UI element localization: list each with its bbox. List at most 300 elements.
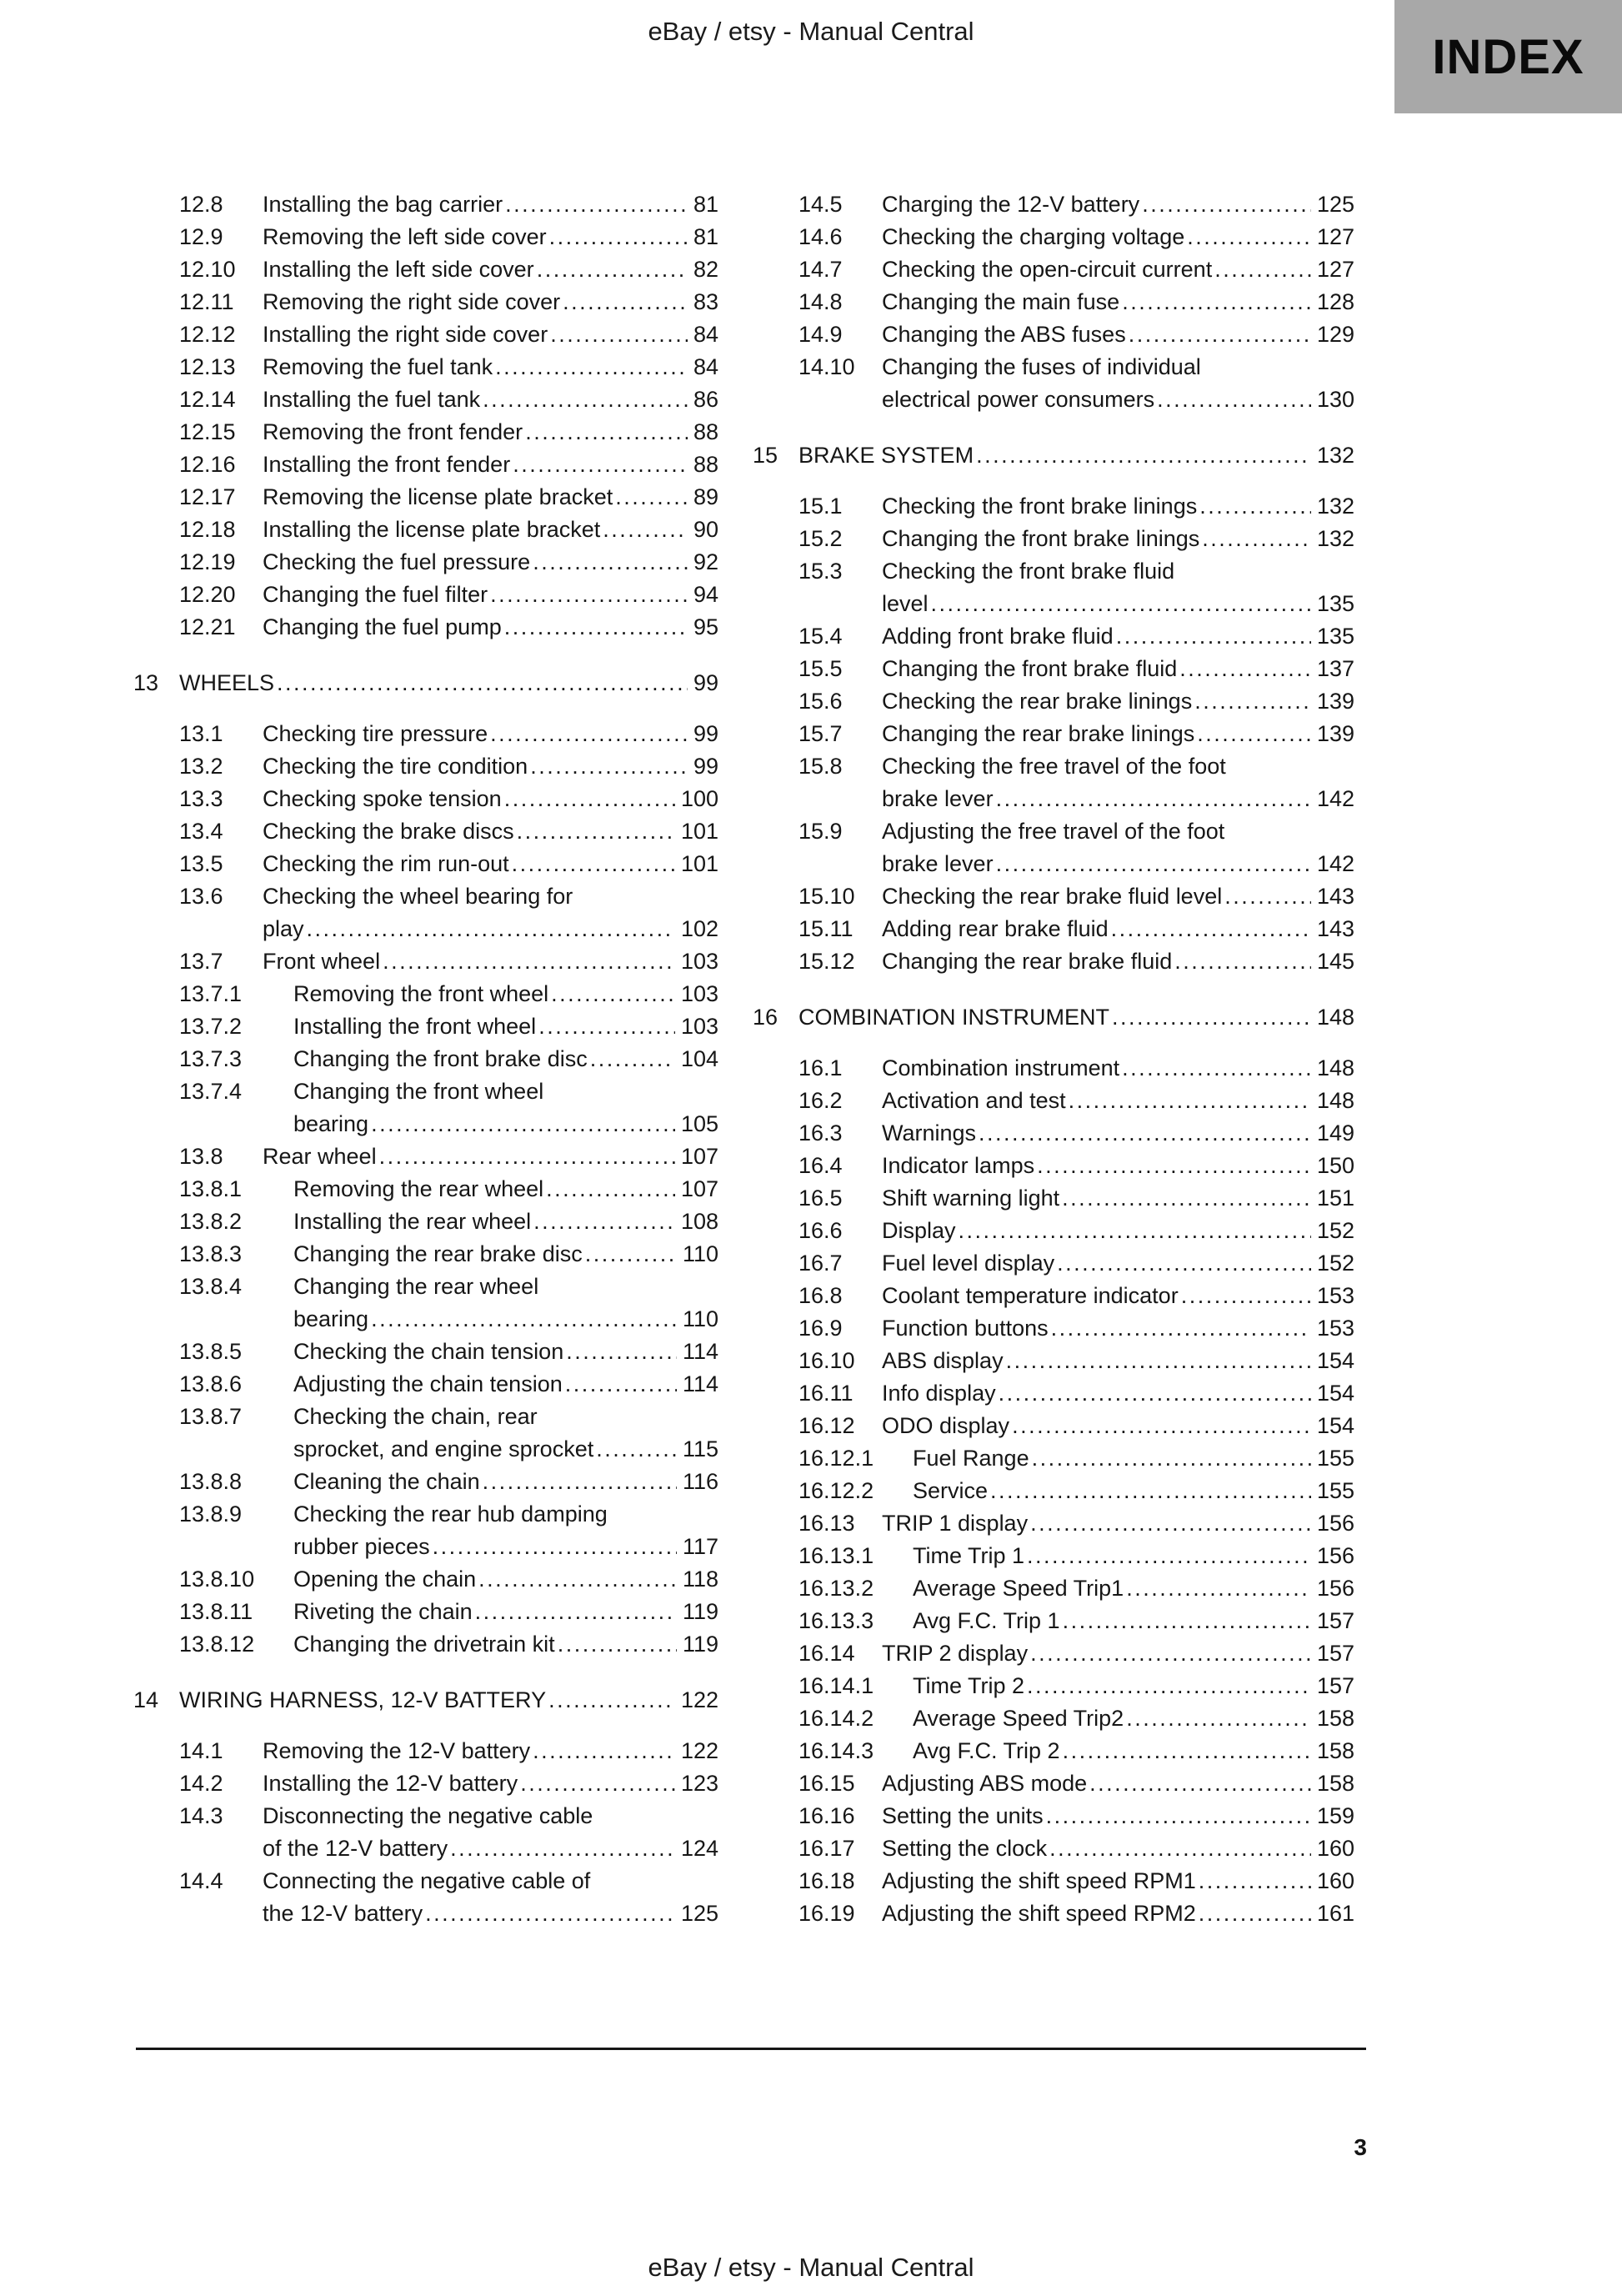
toc-entry-title-continued: sprocket, and engine sprocket bbox=[293, 1436, 594, 1461]
toc-entry-page: 110 bbox=[682, 1306, 718, 1331]
toc-column-left bbox=[133, 188, 718, 1930]
toc-entry-number: 16.13.2 bbox=[798, 1576, 874, 1601]
toc-entry-page: 155 bbox=[1316, 1478, 1354, 1503]
toc-entry-row bbox=[133, 546, 718, 579]
dot-leader bbox=[549, 221, 688, 253]
toc-entry-title: Charging the 12-V battery bbox=[882, 192, 1140, 217]
toc-entry-body bbox=[882, 1410, 1354, 1442]
toc-entry-body bbox=[263, 1767, 718, 1800]
toc-entry-number: 12.19 bbox=[179, 549, 236, 574]
toc-entry-body bbox=[882, 815, 1354, 880]
toc-entry-body bbox=[882, 653, 1354, 685]
toc-entry-number: 16.4 bbox=[798, 1153, 843, 1178]
toc-entry-body bbox=[882, 945, 1354, 978]
toc-entry-line bbox=[263, 750, 718, 783]
toc-entry-page: 89 bbox=[693, 484, 718, 509]
toc-entry-title: Installing the rear wheel bbox=[293, 1209, 532, 1234]
toc-entry-page: 158 bbox=[1316, 1771, 1354, 1796]
toc-entry-line bbox=[882, 653, 1354, 685]
toc-entry-row bbox=[133, 1735, 718, 1767]
toc-entry-title-continued: level bbox=[882, 591, 929, 616]
dot-leader bbox=[478, 1563, 677, 1596]
dot-leader bbox=[483, 384, 688, 416]
toc-entry-row bbox=[753, 188, 1354, 221]
toc-entry-title: Checking tire pressure bbox=[263, 721, 488, 746]
toc-entry-body bbox=[882, 1377, 1354, 1410]
dot-leader bbox=[590, 1043, 675, 1075]
toc-entry-page: 156 bbox=[1316, 1576, 1354, 1601]
toc-entry-line bbox=[263, 416, 718, 449]
toc-entry-line bbox=[263, 221, 718, 253]
toc-entry-row bbox=[133, 783, 718, 815]
toc-entry-body bbox=[882, 1182, 1354, 1215]
toc-entry-page: 84 bbox=[693, 354, 718, 379]
toc-entry-line bbox=[263, 481, 718, 514]
toc-entry-line bbox=[882, 1410, 1354, 1442]
toc-entry-title: Removing the left side cover bbox=[263, 224, 547, 249]
toc-entry-number: 13.8.5 bbox=[179, 1339, 243, 1364]
toc-entry-row bbox=[133, 750, 718, 783]
toc-entry-page: 157 bbox=[1316, 1641, 1354, 1666]
dot-leader bbox=[563, 286, 688, 318]
toc-entry-line bbox=[882, 523, 1354, 555]
toc-entry-body bbox=[882, 1117, 1354, 1150]
toc-entry-number: 16.2 bbox=[798, 1088, 843, 1113]
toc-entry-number: 14.2 bbox=[179, 1771, 223, 1796]
dot-leader bbox=[504, 783, 675, 815]
toc-entry-line bbox=[913, 1605, 1354, 1637]
dot-leader bbox=[495, 351, 688, 384]
toc-entry-title: Installing the front fender bbox=[263, 452, 511, 477]
toc-entry-title: Warnings bbox=[882, 1120, 977, 1145]
toc-entry-body bbox=[263, 1800, 718, 1865]
toc-entry-title: Removing the fuel tank bbox=[263, 354, 493, 379]
toc-entry-body bbox=[882, 1280, 1354, 1312]
toc-entry-row bbox=[753, 1247, 1354, 1280]
toc-entry-line bbox=[293, 1238, 718, 1271]
toc-entry-page: 125 bbox=[680, 1901, 718, 1926]
toc-entry-title: Removing the right side cover bbox=[263, 289, 561, 314]
toc-entry-line bbox=[263, 913, 718, 945]
dot-leader bbox=[931, 588, 1311, 620]
toc-entry-title: Changing the rear brake linings bbox=[882, 721, 1195, 746]
toc-entry-line bbox=[882, 318, 1354, 351]
toc-entry-body bbox=[882, 718, 1354, 750]
toc-entry-number: 12.13 bbox=[179, 354, 236, 379]
toc-entry-title: Time Trip 2 bbox=[913, 1673, 1025, 1698]
toc-entry-body bbox=[263, 546, 718, 579]
toc-entry-title: Adjusting the shift speed RPM1 bbox=[882, 1868, 1196, 1893]
dot-leader bbox=[603, 514, 688, 546]
toc-entry-page: 99 bbox=[693, 721, 718, 746]
dot-leader bbox=[533, 1735, 675, 1767]
toc-entry-number: 13.8.9 bbox=[179, 1501, 243, 1526]
toc-entry-row bbox=[753, 620, 1354, 653]
toc-entry-number: 14.9 bbox=[798, 322, 843, 347]
toc-entry-title: ABS display bbox=[882, 1348, 1004, 1373]
toc-entry-number: 13.8.6 bbox=[179, 1371, 243, 1396]
toc-entry-page: 94 bbox=[693, 582, 718, 607]
dot-leader bbox=[533, 546, 688, 579]
toc-entry-line bbox=[263, 1897, 718, 1930]
toc-entry-page: 157 bbox=[1316, 1673, 1354, 1698]
toc-entry-page: 81 bbox=[693, 224, 718, 249]
dot-leader bbox=[550, 318, 688, 351]
toc-entry-body bbox=[882, 1832, 1354, 1865]
toc-entry-row bbox=[753, 1117, 1354, 1150]
toc-entry-number: 13.6 bbox=[179, 884, 223, 909]
toc-entry-title-continued: bearing bbox=[293, 1306, 369, 1331]
toc-entry-row bbox=[133, 1075, 718, 1140]
toc-chapter-row bbox=[133, 1684, 718, 1717]
toc-entry-title: Checking the wheel bearing for bbox=[263, 884, 573, 909]
dot-leader bbox=[565, 1368, 677, 1401]
toc-entry-title: Removing the front wheel bbox=[293, 981, 549, 1006]
toc-entry-number: 13.1 bbox=[179, 721, 223, 746]
toc-entry-title: Coolant temperature indicator bbox=[882, 1283, 1179, 1308]
toc-entry-page: 132 bbox=[1316, 494, 1354, 519]
toc-entry-title: Checking the rear hub damping bbox=[293, 1501, 608, 1526]
toc-entry-line bbox=[882, 588, 1354, 620]
toc-entry-page: 137 bbox=[1316, 656, 1354, 681]
toc-entry-number: 12.10 bbox=[179, 257, 236, 282]
toc-entry-number: 16.12.1 bbox=[798, 1446, 874, 1471]
toc-entry-number: 13.8.12 bbox=[179, 1632, 255, 1657]
toc-entry-title: Connecting the negative cable of bbox=[263, 1868, 591, 1893]
toc-entry-row bbox=[753, 1377, 1354, 1410]
dot-leader bbox=[277, 667, 688, 699]
toc-entry-title: Changing the fuel filter bbox=[263, 582, 488, 607]
toc-entry-row bbox=[133, 318, 718, 351]
toc-entry-line bbox=[882, 848, 1354, 880]
toc-entry-row bbox=[133, 416, 718, 449]
toc-entry-line bbox=[179, 667, 718, 699]
toc-entry-line bbox=[882, 1150, 1354, 1182]
toc-entry-number: 15.10 bbox=[798, 884, 855, 909]
toc-entry-line bbox=[882, 221, 1354, 253]
toc-entry-row bbox=[753, 1052, 1354, 1085]
dot-leader bbox=[996, 848, 1311, 880]
toc-entry-line bbox=[882, 1280, 1354, 1312]
toc-entry-title: Function buttons bbox=[882, 1316, 1049, 1341]
toc-entry-row bbox=[133, 1043, 718, 1075]
toc-entry-title: Display bbox=[882, 1218, 956, 1243]
toc-entry-page: 83 bbox=[693, 289, 718, 314]
toc-entry-row bbox=[753, 1572, 1354, 1605]
toc-entry-number: 16.18 bbox=[798, 1868, 855, 1893]
dot-leader bbox=[533, 1206, 675, 1238]
toc-entry-number: 14.7 bbox=[798, 257, 843, 282]
toc-entry-title: Changing the main fuse bbox=[882, 289, 1120, 314]
dot-leader bbox=[990, 1475, 1311, 1507]
toc-entry-page: 143 bbox=[1316, 884, 1354, 909]
toc-entry-title: Changing the front brake fluid bbox=[882, 656, 1178, 681]
toc-entry-body bbox=[179, 1684, 718, 1717]
toc-entry-body bbox=[263, 718, 718, 750]
toc-entry-line bbox=[263, 815, 718, 848]
toc-entry-title: TRIP 2 display bbox=[882, 1641, 1029, 1666]
toc-entry-title: WHEELS bbox=[179, 670, 275, 695]
toc-entry-page: 132 bbox=[1316, 526, 1354, 551]
toc-entry-body bbox=[263, 815, 718, 848]
toc-entry-number: 13.8.11 bbox=[179, 1599, 253, 1624]
toc-entry-body bbox=[882, 685, 1354, 718]
toc-entry-row bbox=[133, 1865, 718, 1930]
toc-entry-row bbox=[753, 1605, 1354, 1637]
toc-entry-page: 86 bbox=[693, 387, 718, 412]
toc-entry-line bbox=[293, 1043, 718, 1075]
toc-entry-number: 14.4 bbox=[179, 1868, 223, 1893]
toc-entry-body bbox=[882, 286, 1354, 318]
toc-entry-page: 135 bbox=[1316, 591, 1354, 616]
toc-entry-body bbox=[882, 1052, 1354, 1085]
toc-entry-title: Checking the rim run-out bbox=[263, 851, 509, 876]
toc-entry-page: 124 bbox=[680, 1836, 718, 1861]
toc-entry-body bbox=[263, 514, 718, 546]
toc-entry-body bbox=[913, 1442, 1354, 1475]
dot-leader bbox=[615, 481, 688, 514]
header-title: eBay / etsy - Manual Central bbox=[648, 17, 974, 46]
toc-entry-body bbox=[882, 620, 1354, 653]
toc-entry-row bbox=[133, 945, 718, 978]
toc-entry-page: 158 bbox=[1316, 1706, 1354, 1731]
toc-entry-row bbox=[133, 384, 718, 416]
toc-entry-row bbox=[753, 1865, 1354, 1897]
toc-entry-line bbox=[263, 286, 718, 318]
toc-entry-body bbox=[882, 523, 1354, 555]
toc-entry-number: 15 bbox=[753, 443, 778, 468]
toc-entry-number: 14.6 bbox=[798, 224, 843, 249]
toc-entry-line bbox=[882, 1345, 1354, 1377]
toc-entry-title: Checking the fuel pressure bbox=[263, 549, 531, 574]
toc-entry-page: 122 bbox=[680, 1738, 718, 1763]
index-tab bbox=[1394, 0, 1622, 113]
toc-entry-row bbox=[753, 1150, 1354, 1182]
toc-chapter-row bbox=[133, 667, 718, 699]
toc-entry-row bbox=[133, 481, 718, 514]
toc-entry-page: 153 bbox=[1316, 1316, 1354, 1341]
dot-leader bbox=[1181, 1280, 1311, 1312]
toc-entry-page: 118 bbox=[682, 1567, 718, 1592]
toc-entry-number: 13.8.1 bbox=[179, 1176, 243, 1201]
toc-entry-row bbox=[133, 1800, 718, 1865]
toc-entry-title: Checking the free travel of the foot bbox=[882, 754, 1226, 779]
toc-entry-page: 156 bbox=[1316, 1543, 1354, 1568]
toc-entry-title-continued: electrical power consumers bbox=[882, 387, 1155, 412]
toc-entry-title: Installing the 12-V battery bbox=[263, 1771, 518, 1796]
toc-entry-line bbox=[913, 1572, 1354, 1605]
toc-entry-body bbox=[293, 1010, 718, 1043]
dot-leader bbox=[1116, 620, 1311, 653]
dot-leader bbox=[505, 188, 688, 221]
toc-entry-body bbox=[882, 318, 1354, 351]
toc-entry-body bbox=[882, 1247, 1354, 1280]
toc-entry-line bbox=[882, 253, 1354, 286]
toc-entry-line bbox=[293, 1336, 718, 1368]
toc-entry-page: 92 bbox=[693, 549, 718, 574]
toc-entry-title: Disconnecting the negative cable bbox=[263, 1803, 593, 1828]
toc-entry-row bbox=[753, 1670, 1354, 1702]
toc-entry-number: 16.19 bbox=[798, 1901, 855, 1926]
toc-entry-page: 104 bbox=[680, 1046, 718, 1071]
toc-entry-row bbox=[133, 718, 718, 750]
toc-entry-title: Fuel Range bbox=[913, 1446, 1029, 1471]
toc-entry-row bbox=[753, 815, 1354, 880]
dot-leader bbox=[537, 253, 688, 286]
toc-entry-body bbox=[293, 1238, 718, 1271]
toc-entry-title: Activation and test bbox=[882, 1088, 1066, 1113]
toc-entry-number: 13.7.3 bbox=[179, 1046, 243, 1071]
toc-entry-body bbox=[882, 1507, 1354, 1540]
dot-leader bbox=[1199, 1865, 1311, 1897]
dot-leader bbox=[1126, 1572, 1311, 1605]
toc-entry-line bbox=[882, 188, 1354, 221]
toc-entry-body bbox=[179, 667, 718, 699]
toc-entry-body bbox=[263, 611, 718, 644]
toc-entry-line bbox=[293, 1628, 718, 1661]
toc-entry-line bbox=[263, 783, 718, 815]
dot-leader bbox=[1142, 188, 1311, 221]
toc-entry-title: Checking the brake discs bbox=[263, 819, 514, 844]
toc-entry-line bbox=[882, 1215, 1354, 1247]
toc-entry-number: 15.4 bbox=[798, 624, 843, 649]
toc-entry-title: Checking the front brake fluid bbox=[882, 559, 1175, 584]
dot-leader bbox=[433, 1531, 677, 1563]
toc-entry-line bbox=[882, 1247, 1354, 1280]
toc-entry-page: 149 bbox=[1316, 1120, 1354, 1145]
toc-entry-title: Combination instrument bbox=[882, 1055, 1120, 1080]
toc-entry-row bbox=[133, 286, 718, 318]
dot-leader bbox=[979, 1117, 1311, 1150]
toc-entry-number: 15.12 bbox=[798, 949, 855, 974]
dot-leader bbox=[1032, 1442, 1311, 1475]
toc-entry-number: 16.13 bbox=[798, 1511, 855, 1536]
toc-entry-page: 154 bbox=[1316, 1381, 1354, 1406]
toc-entry-number: 15.9 bbox=[798, 819, 843, 844]
toc-entry-row bbox=[753, 1345, 1354, 1377]
toc-entry-line bbox=[882, 1085, 1354, 1117]
toc-entry-line bbox=[263, 718, 718, 750]
toc-entry-page: 142 bbox=[1316, 786, 1354, 811]
toc-entry-line bbox=[913, 1475, 1354, 1507]
toc-entry-body bbox=[293, 1173, 718, 1206]
dot-leader bbox=[475, 1596, 677, 1628]
dot-leader bbox=[1202, 523, 1311, 555]
toc-entry-page: 127 bbox=[1316, 224, 1354, 249]
toc-entry-title: Adding front brake fluid bbox=[882, 624, 1114, 649]
toc-entry-number: 16.8 bbox=[798, 1283, 843, 1308]
toc-entry-row bbox=[133, 1401, 718, 1466]
toc-entry-number: 15.6 bbox=[798, 689, 843, 714]
dot-leader bbox=[551, 978, 675, 1010]
dot-leader bbox=[1122, 286, 1311, 318]
toc-entry-body bbox=[263, 188, 718, 221]
toc-entry-row bbox=[133, 978, 718, 1010]
dot-leader bbox=[996, 783, 1311, 815]
toc-entry-title: Changing the rear wheel bbox=[293, 1274, 539, 1299]
dot-leader bbox=[490, 579, 688, 611]
dot-leader bbox=[1112, 1001, 1311, 1034]
toc-entry-title: Removing the license plate bracket bbox=[263, 484, 613, 509]
toc-entry-title: Changing the drivetrain kit bbox=[293, 1632, 555, 1657]
toc-entry-title: Time Trip 1 bbox=[913, 1543, 1025, 1568]
toc-entry-number: 16.6 bbox=[798, 1218, 843, 1243]
toc-entry-title: Removing the rear wheel bbox=[293, 1176, 544, 1201]
toc-entry-body bbox=[293, 1498, 718, 1563]
toc-entry-title: Adjusting the free travel of the foot bbox=[882, 819, 1225, 844]
toc-entry-row bbox=[133, 611, 718, 644]
toc-entry-body bbox=[913, 1735, 1354, 1767]
toc-entry-page: 160 bbox=[1316, 1836, 1354, 1861]
toc-entry-page: 152 bbox=[1316, 1218, 1354, 1243]
toc-entry-line bbox=[263, 351, 718, 384]
toc-entry-body bbox=[263, 880, 718, 945]
toc-entry-body bbox=[263, 1865, 718, 1930]
dot-leader bbox=[1194, 685, 1311, 718]
toc-entry-title: ODO display bbox=[882, 1413, 1010, 1438]
toc-entry-row bbox=[133, 1336, 718, 1368]
toc-entry-title-continued: the 12-V battery bbox=[263, 1901, 423, 1926]
toc-entry-row bbox=[753, 1897, 1354, 1930]
toc-entry-row bbox=[753, 1702, 1354, 1735]
toc-entry-body bbox=[882, 1150, 1354, 1182]
dot-leader bbox=[1174, 945, 1311, 978]
toc-entry-row bbox=[133, 253, 718, 286]
toc-entry-line bbox=[882, 1800, 1354, 1832]
toc-entry-row bbox=[753, 1182, 1354, 1215]
toc-entry-body bbox=[882, 1215, 1354, 1247]
toc-entry-row bbox=[133, 1767, 718, 1800]
toc-entry-number: 16.5 bbox=[798, 1186, 843, 1211]
dot-leader bbox=[596, 1433, 677, 1466]
toc-entry-line bbox=[263, 1735, 718, 1767]
toc-entry-line bbox=[882, 490, 1354, 523]
toc-entry-title: Changing the front brake linings bbox=[882, 526, 1200, 551]
toc-entry-line bbox=[293, 1466, 718, 1498]
toc-entry-page: 139 bbox=[1316, 689, 1354, 714]
toc-entry-number: 12.11 bbox=[179, 289, 234, 314]
toc-entry-row bbox=[753, 685, 1354, 718]
dot-leader bbox=[371, 1108, 675, 1140]
toc-entry-title-continued: play bbox=[263, 916, 304, 941]
toc-entry-row bbox=[133, 1466, 718, 1498]
toc-entry-title: Checking the tire condition bbox=[263, 754, 528, 779]
dot-leader bbox=[1027, 1670, 1311, 1702]
dot-leader bbox=[1089, 1767, 1311, 1800]
toc-entry-number: 14.8 bbox=[798, 289, 843, 314]
toc-entry-page: 84 bbox=[693, 322, 718, 347]
toc-entry-row bbox=[753, 718, 1354, 750]
toc-entry-body bbox=[293, 1401, 718, 1466]
toc-entry-number: 13.8.4 bbox=[179, 1274, 243, 1299]
toc-entry-row bbox=[133, 1271, 718, 1336]
toc-entry-number: 15.8 bbox=[798, 754, 843, 779]
dot-leader bbox=[520, 1767, 675, 1800]
dot-leader bbox=[1012, 1410, 1311, 1442]
toc-entry-title: Checking the front brake linings bbox=[882, 494, 1198, 519]
toc-entry-number: 16.10 bbox=[798, 1348, 855, 1373]
toc-entry-row bbox=[133, 1206, 718, 1238]
toc-entry-line bbox=[882, 945, 1354, 978]
toc-entry-line bbox=[882, 1865, 1354, 1897]
dot-leader bbox=[1069, 1085, 1311, 1117]
toc-entry-body bbox=[882, 1865, 1354, 1897]
toc-entry-body bbox=[882, 1312, 1354, 1345]
toc-entry-line bbox=[882, 1637, 1354, 1670]
toc-entry-line bbox=[263, 579, 718, 611]
toc-entry-body bbox=[882, 1085, 1354, 1117]
toc-entry-line bbox=[882, 913, 1354, 945]
